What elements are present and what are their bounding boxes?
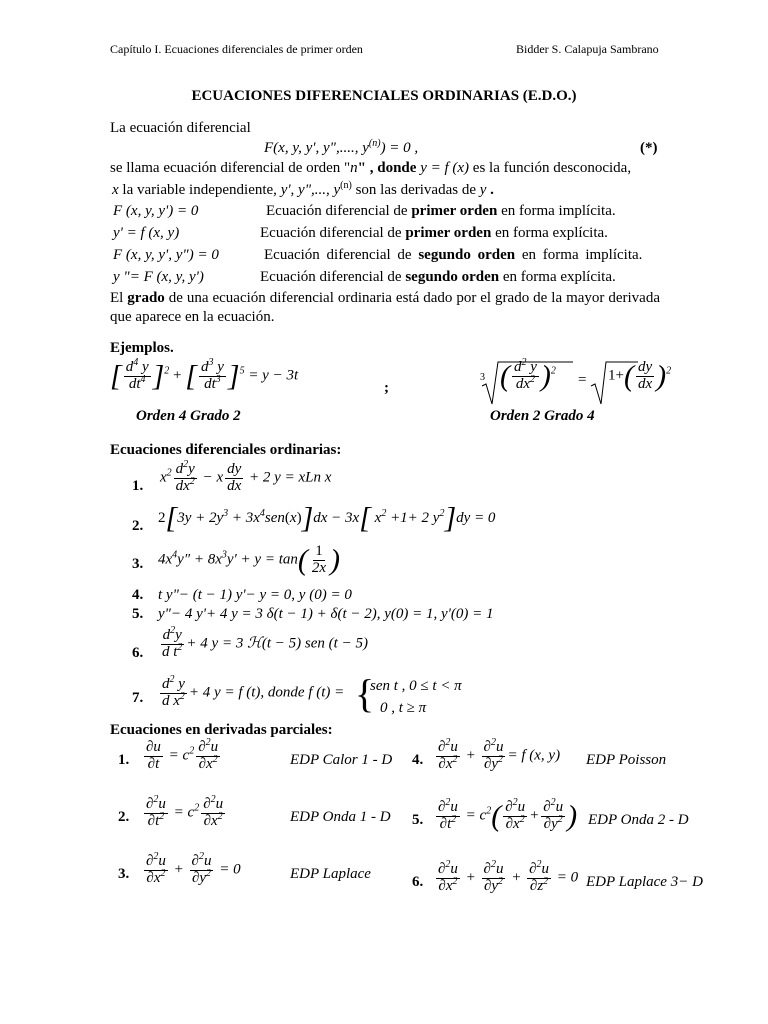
- edo-number-3: 3.: [132, 556, 144, 572]
- edp-equation-2: $\frac{\partial^2u}{\partial t^2}$ = $c^2$ $\frac{\partial^2u}{\partial x^2}$: [146, 794, 224, 829]
- ejemplos-heading: Ejemplos.: [110, 340, 174, 356]
- example-1-equation: [ $\frac{d^4 y}{dt^4}$ ]$^2$ + [ $\frac{d^3 y}{dt^3}$ ]$^5$ = y − 3t: [110, 357, 299, 393]
- edp-label-6: EDP Laplace 3− D: [586, 874, 703, 890]
- header-left: Capítulo I. Ecuaciones diferenciales de primer orden: [110, 42, 363, 56]
- form-eq-4: y "= F (x, y, y'): [113, 269, 204, 285]
- edp-equation-5: $\frac{\partial^2u}{\partial t^2}$ = $c^2$( $\frac{\partial^2u}{\partial x^2}$ + $\frac{\partial^2u}{\partial y^2}$ ): [438, 797, 578, 833]
- example-separator: ;: [384, 380, 389, 396]
- edp-number-3: 3.: [118, 866, 130, 882]
- edp-number-1: 1.: [118, 752, 130, 768]
- edo-number-6: 6.: [132, 645, 144, 661]
- edp-equation-3: $\frac{\partial^2u}{\partial x^2}$ + $\frac{\partial^2u}{\partial y^2}$ = 0: [146, 851, 241, 886]
- edo-7-case-2: 0 , t ≥ π: [380, 700, 427, 716]
- intro-equation: F(x, y, y', y",...., $y^{(n)}) = 0$ ,: [264, 138, 419, 156]
- intro-line2: se llama ecuación diferencial de orden "n" , donde y = f (x) es la función desconocida,: [110, 160, 632, 176]
- form-desc-3: Ecuación diferencial de segundo orden en forma implícita.: [264, 247, 643, 263]
- edp-number-2: 2.: [118, 809, 130, 825]
- edp-label-5: EDP Onda 2 - D: [588, 812, 689, 828]
- form-eq-2: y' = f (x, y): [113, 225, 180, 241]
- edp-equation-6: $\frac{\partial^2u}{\partial x^2}$ + $\frac{\partial^2u}{\partial y^2}$ + $\frac{\partial^2u}{\partial z^2}$ = 0: [438, 859, 579, 894]
- intro-line3: x la variable independiente, y', y",..., $y^{(n)}$ son las derivadas de y .: [112, 180, 494, 198]
- intro-lead: La ecuación diferencial: [110, 120, 251, 136]
- form-desc-2: Ecuación diferencial de primer orden en forma explícita.: [260, 225, 608, 241]
- header-right: Bidder S. Calapuja Sambrano: [516, 42, 659, 56]
- edo-number-1: 1.: [132, 478, 144, 494]
- edp-number-4: 4.: [412, 752, 424, 768]
- edo-equation-4: t y"− (t − 1) y'− y = 0, y (0) = 0: [158, 587, 352, 603]
- form-desc-4: Ecuación diferencial de segundo orden en forma explícita.: [260, 269, 616, 285]
- edp-heading: Ecuaciones en derivadas parciales:: [110, 722, 333, 738]
- edo-equation-3: $4x^4y'' + 8x^3y' + y = \tan$( $\frac{1}{2x}$ ): [158, 543, 341, 577]
- edo-number-4: 4.: [132, 587, 144, 603]
- edo-equation-1: $x^2$ $\frac{d^2y}{dx^2}$ − x $\frac{dy}{dx}$ + 2 y = xLn x: [160, 459, 332, 494]
- example-2-label: Orden 2 Grado 4: [490, 408, 595, 424]
- form-eq-1: F (x, y, y') = 0: [113, 203, 199, 219]
- edp-label-3: EDP Laplace: [290, 866, 371, 882]
- equation-star: (*): [640, 140, 658, 156]
- cases-brace: {: [355, 671, 375, 716]
- edo-number-2: 2.: [132, 518, 144, 534]
- edp-label-1: EDP Calor 1 - D: [290, 752, 393, 768]
- edp-number-6: 6.: [412, 874, 424, 890]
- edo-equation-5: y"− 4 y'+ 4 y = 3 δ(t − 1) + δ(t − 2), y(0) = 1, y'(0) = 1: [158, 606, 494, 622]
- edp-label-2: EDP Onda 1 - D: [290, 809, 391, 825]
- edp-equation-1: $\frac{\partial u}{\partial t}$ = $c^2$ $\frac{\partial^2u}{\partial x^2}$: [146, 737, 219, 772]
- edp-equation-4: $\frac{\partial^2u}{\partial x^2}$ + $\frac{\partial^2u}{\partial y^2}$ = f (x, y): [438, 737, 561, 772]
- edp-label-4: EDP Poisson: [586, 752, 667, 768]
- form-eq-3: F (x, y, y', y") = 0: [113, 247, 219, 263]
- grado-paragraph: El grado de una ecuación diferencial ordinaria está dado por el grado de la mayor derivada que aparece en la ecuación.: [110, 290, 660, 325]
- edo-equation-6: $\frac{d^2y}{d t^2}$ + 4 y = 3 ℋ(t − 5) sen (t − 5): [162, 625, 368, 660]
- edo-equation-2: $2[3y + 2y^3 + 3x^4sen(x)]dx - 3x$[ $x^2 +1+ 2$ $y^2]dy = 0$: [158, 501, 496, 535]
- edo-7-case-1: sen t , 0 ≤ t < π: [370, 678, 462, 694]
- edo-number-5: 5.: [132, 606, 144, 622]
- edp-number-5: 5.: [412, 812, 424, 828]
- edo-equation-7: $\frac{d^2 y}{d x^2}$ + 4 y = f (t), donde f (t) =: [162, 674, 345, 709]
- form-desc-1: Ecuación diferencial de primer orden en forma implícita.: [266, 203, 616, 219]
- edo-heading: Ecuaciones diferenciales ordinarias:: [110, 442, 342, 458]
- page-title: ECUACIONES DIFERENCIALES ORDINARIAS (E.D.O.): [191, 88, 577, 104]
- example-1-label: Orden 4 Grado 2: [136, 408, 241, 424]
- edo-number-7: 7.: [132, 690, 144, 706]
